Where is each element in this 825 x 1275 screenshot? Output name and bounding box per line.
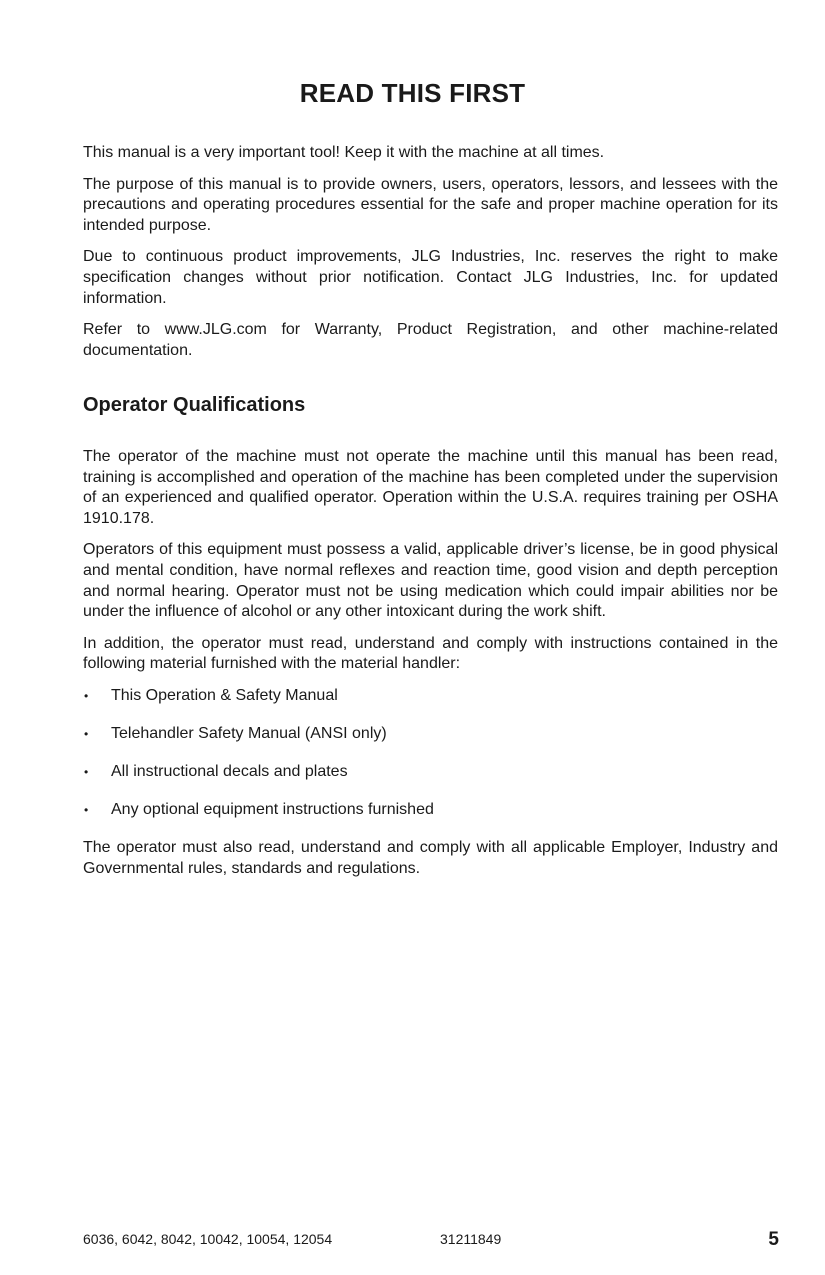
list-item <box>83 800 778 838</box>
list-item <box>83 686 778 724</box>
bullet-icon: • <box>84 802 89 817</box>
list-item-text: All instructional decals and plates <box>111 762 348 780</box>
list-item-text: This Operation & Safety Manual <box>111 686 338 704</box>
bullet-icon: • <box>84 764 89 779</box>
operator-qualifications-section <box>83 447 778 890</box>
bullet-icon: • <box>84 688 89 703</box>
list-item <box>83 724 778 762</box>
intro-paragraph: The purpose of this manual is to provide owners, users, operators, lessors, and lessees with the precautions and operating procedures essential for the safe and proper machine operation for its intended purpose. <box>83 175 778 234</box>
closing-paragraph: The operator must also read, understand and comply with all applicable Employer, Industry and Governmental rules, standards and regulations. <box>83 838 778 877</box>
section-heading: Operator Qualifications <box>83 394 306 416</box>
body-paragraph: The operator of the machine must not operate the machine until this manual has been read, training is accomplished and operation of the machine has been completed under the supervision of an experienced and qualified operator. Operation within the U.S.A. requires training per OSHA 1910.178. <box>83 448 778 527</box>
intro-paragraph: Refer to www.JLG.com for Warranty, Product Registration, and other machine-related documentation. <box>83 321 778 359</box>
bullet-icon: • <box>84 726 89 741</box>
intro-paragraph: Due to continuous product improvements, JLG Industries, Inc. reserves the right to make specification changes without prior notification. Contact JLG Industries, Inc. for updated information. <box>83 248 778 307</box>
intro-paragraph: This manual is a very important tool! Keep it with the machine at all times. <box>83 144 605 161</box>
footer-model-list: 6036, 6042, 8042, 10042, 10054, 12054 <box>83 1231 333 1247</box>
footer-document-number: 31211849 <box>440 1231 502 1247</box>
body-paragraph: In addition, the operator must read, understand and comply with instructions contained in the following material furnished with the material handler: <box>83 634 778 673</box>
footer-page-number: 5 <box>768 1229 779 1250</box>
page-title: READ THIS FIRST <box>299 78 526 108</box>
list-item-text: Telehandler Safety Manual (ANSI only) <box>111 724 387 742</box>
list-item <box>83 762 778 800</box>
list-item-text: Any optional equipment instructions furnished <box>111 800 434 818</box>
intro-section <box>83 143 778 372</box>
bullet-list <box>83 686 778 838</box>
body-paragraph: Operators of this equipment must possess a valid, applicable driver’s license, be in good physical and mental condition, have normal reflexes and reaction time, good vision and depth perception and normal hearing. Operator must not be using medication which could impair abilities nor be under the influence of alcohol or any other intoxicant during the work shift. <box>83 541 778 621</box>
